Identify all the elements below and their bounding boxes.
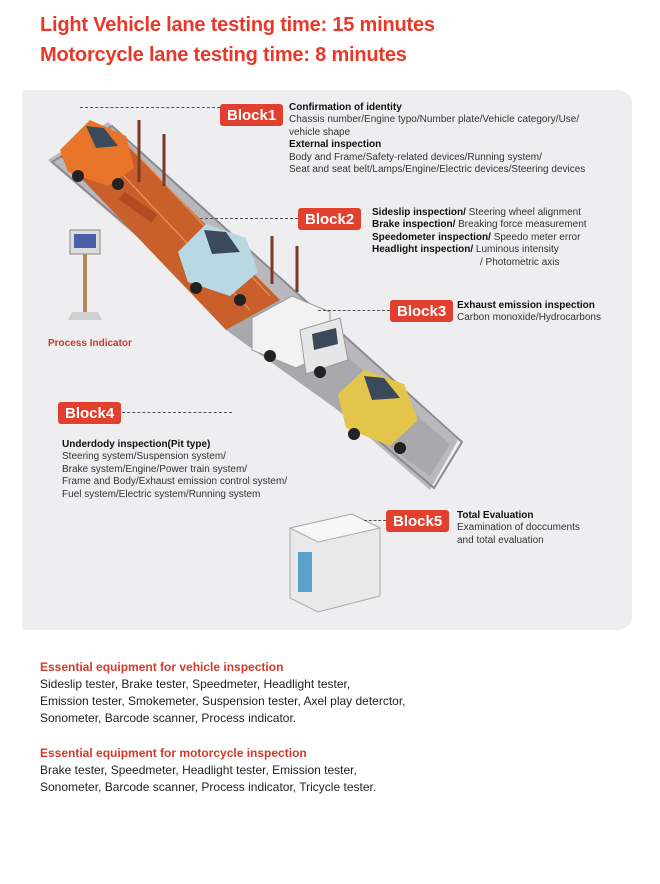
block2-row-brake: Brake inspection/ Breaking force measurement <box>372 219 587 231</box>
block1-leader <box>80 107 220 108</box>
block1-line-1: Chassis number/Engine typo/Number plate/Vehicle category/Use/ <box>289 114 580 126</box>
vehicle-equipment-line: Sonometer, Barcode scanner, Process indicator. <box>40 711 297 725</box>
evaluation-booth <box>290 514 380 612</box>
block2-badge: Block2 <box>298 208 361 230</box>
block4-line-3: Frame and Body/Exhaust emission control system/ <box>62 476 288 488</box>
block1-line-3: Body and Frame/Safety-related devices/Running system/ <box>289 151 542 163</box>
block5-leader <box>364 520 386 521</box>
block4-heading: Underdody inspection(Pit type) <box>62 439 211 450</box>
block5-badge: Block5 <box>386 510 449 532</box>
process-indicator-device <box>68 230 102 320</box>
block5-heading: Total Evaluation <box>457 510 534 521</box>
block1-badge: Block1 <box>220 104 283 126</box>
block1-heading-external: External inspection <box>289 139 382 151</box>
block5-description <box>457 510 580 547</box>
motorcycle-equipment-list <box>40 762 376 796</box>
motorcycle-equipment-line: Brake tester, Speedmeter, Headlight tester, Emission tester, <box>40 763 357 777</box>
block1-line-2: vehicle shape <box>289 126 351 138</box>
block3-line: Carbon monoxide/Hydrocarbons <box>457 312 601 324</box>
block4-line-1: Steering system/Suspension system/ <box>62 451 226 463</box>
block2-row-photometric: / Photometric axis <box>480 256 560 268</box>
block2-description <box>372 207 587 269</box>
block2-row-speedometer: Speedometer inspection/ Speedo meter error <box>372 231 581 243</box>
block2-row-sideslip: Sideslip inspection/ Steering wheel alignment <box>372 207 581 218</box>
block5-line-2: and total evaluation <box>457 534 544 546</box>
block4-line-2: Brake system/Engine/Power train system/ <box>62 463 248 475</box>
process-indicator-label: Process Indicator <box>48 338 132 349</box>
block3-leader <box>318 310 390 311</box>
vehicle-equipment-line: Emission tester, Smokemeter, Suspension tester, Axel play deterctor, <box>40 694 406 708</box>
block4-badge: Block4 <box>58 402 121 424</box>
block3-badge: Block3 <box>390 300 453 322</box>
title-light-vehicle: Light Vehicle lane testing time: 15 minutes <box>40 14 435 36</box>
block1-description <box>289 102 585 176</box>
block1-line-4: Seat and seat belt/Lamps/Engine/Electric devices/Steering devices <box>289 164 586 176</box>
block3-description <box>457 300 601 325</box>
title-motorcycle: Motorcycle lane testing time: 8 minutes <box>40 44 407 66</box>
vehicle-equipment-list <box>40 676 406 727</box>
block2-leader <box>200 218 298 219</box>
vehicle-equipment-line: Sideslip tester, Brake tester, Speedmeter, Headlight tester, <box>40 677 351 691</box>
block4-description <box>62 439 287 501</box>
motorcycle-equipment-heading: Essential equipment for motorcycle inspection <box>40 746 307 760</box>
block5-line-1: Examination of doccuments <box>457 522 580 534</box>
block3-heading: Exhaust emission inspection <box>457 300 595 311</box>
block4-line-4: Fuel system/Electric system/Running system <box>62 488 261 500</box>
block2-row-headlight: Headlight inspection/ Luminous intensity <box>372 244 559 256</box>
block4-leader <box>122 412 232 413</box>
block1-heading-identity: Confirmation of identity <box>289 102 402 113</box>
motorcycle-equipment-line: Sonometer, Barcode scanner, Process indicator, Tricycle tester. <box>40 780 377 794</box>
vehicle-equipment-heading: Essential equipment for vehicle inspection <box>40 660 284 674</box>
